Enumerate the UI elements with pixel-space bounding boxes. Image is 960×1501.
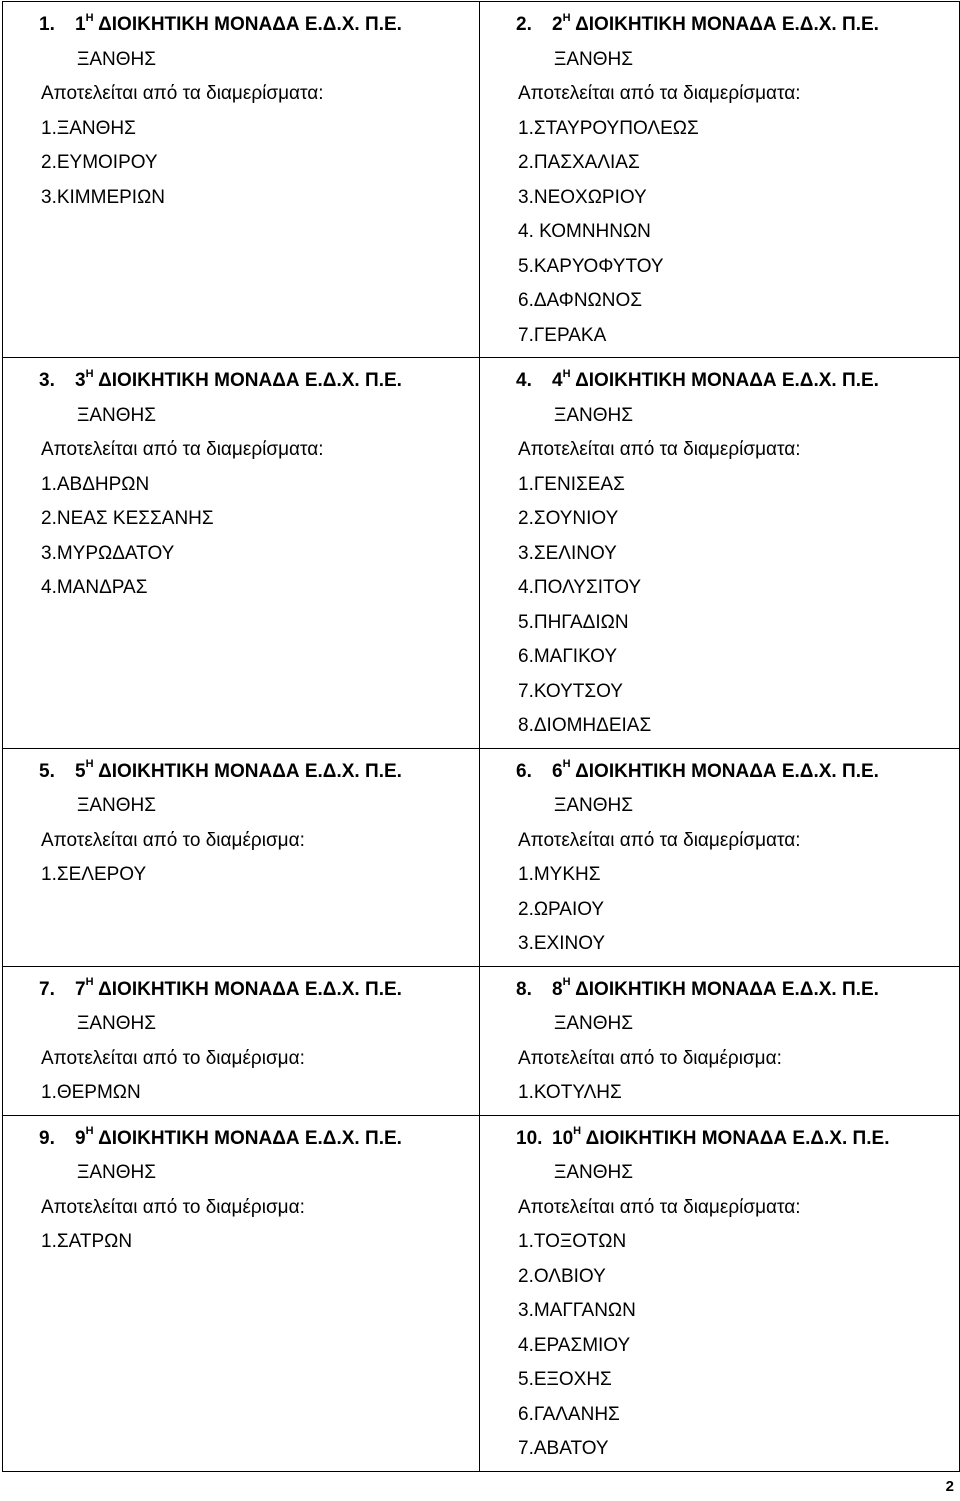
- unit-ordinal-suffix: Η: [573, 1125, 582, 1138]
- unit-intro: Αποτελείται από τα διαμερίσματα:: [518, 439, 801, 460]
- list-item: 2.ΣΟΥΝΙΟΥ: [518, 508, 619, 529]
- unit-number: 5.: [39, 760, 55, 782]
- list-item: 5.ΕΞΟΧΗΣ: [518, 1369, 612, 1390]
- unit-place: ΞΑΝΘΗΣ: [554, 404, 633, 426]
- unit-block: [480, 358, 959, 748]
- unit-ordinal-suffix: Η: [85, 976, 94, 989]
- unit-title: ΔΙΟΙΚΗΤΙΚΗ ΜΟΝΑΔΑ Ε.Δ.Χ. Π.Ε.: [575, 978, 879, 1000]
- unit-cell: [3, 358, 480, 749]
- list-item: 8.ΔΙΟΜΗΔΕΙΑΣ: [518, 715, 652, 736]
- unit-ordinal-suffix: Η: [562, 11, 571, 24]
- unit-ordinal: 3: [75, 370, 86, 391]
- unit-heading: [516, 973, 959, 1008]
- list-item: 4.ΕΡΑΣΜΙΟΥ: [518, 1334, 631, 1356]
- unit-cell: [480, 966, 960, 1115]
- unit-title: ΔΙΟΙΚΗΤΙΚΗ ΜΟΝΑΔΑ Ε.Δ.Χ. Π.Ε.: [575, 760, 879, 782]
- list-item: 3.ΜΑΓΓΑΝΩΝ: [518, 1300, 636, 1321]
- list-item: 3.ΚΙΜΜΕΡΙΩΝ: [41, 186, 166, 208]
- unit-heading: [516, 755, 959, 790]
- unit-ordinal: 1: [75, 14, 86, 35]
- unit-cell: [3, 1115, 480, 1471]
- unit-intro: Αποτελείται από τα διαμερίσματα:: [41, 83, 324, 104]
- unit-number: 7.: [39, 978, 55, 1000]
- unit-cell: [3, 2, 480, 358]
- unit-ordinal-suffix: Η: [562, 367, 571, 380]
- unit-intro: Αποτελείται από το διαμέρισμα:: [41, 1047, 305, 1069]
- list-item: 3.ΕΧΙΝΟΥ: [518, 933, 606, 954]
- unit-block: [3, 967, 479, 1115]
- unit-heading: [39, 755, 479, 790]
- table-row: [3, 966, 960, 1115]
- list-item: 5.ΚΑΡΥΟΦΥΤΟΥ: [518, 255, 664, 277]
- unit-cell: [480, 2, 960, 358]
- unit-heading: [39, 364, 479, 399]
- unit-number: 3.: [39, 370, 55, 391]
- unit-block: [3, 2, 479, 219]
- list-item: 1.ΑΒΔΗΡΩΝ: [41, 473, 150, 495]
- unit-cell: [3, 966, 480, 1115]
- unit-title: ΔΙΟΙΚΗΤΙΚΗ ΜΟΝΑΔΑ Ε.Δ.Χ. Π.Ε.: [98, 14, 402, 35]
- list-item: 3.ΣΕΛΙΝΟΥ: [518, 542, 617, 564]
- unit-ordinal-suffix: Η: [85, 11, 94, 24]
- unit-cell: [3, 748, 480, 966]
- list-item: 2.ΩΡΑΙΟΥ: [518, 898, 605, 920]
- unit-cell: [480, 748, 960, 966]
- unit-block: [3, 1116, 479, 1264]
- unit-number: 8.: [516, 978, 532, 1000]
- list-item: 1.ΚΟΤΥΛΗΣ: [518, 1082, 622, 1103]
- page-number: 2: [945, 1478, 954, 1495]
- list-item: 1.ΣΕΛΕΡΟΥ: [41, 864, 147, 885]
- unit-heading: [516, 364, 959, 399]
- unit-title: ΔΙΟΙΚΗΤΙΚΗ ΜΟΝΑΔΑ Ε.Δ.Χ. Π.Ε.: [98, 370, 402, 391]
- unit-place: ΞΑΝΘΗΣ: [77, 404, 156, 426]
- unit-intro: Αποτελείται από τα διαμερίσματα:: [518, 83, 801, 104]
- unit-block: [480, 749, 959, 966]
- list-item: 7.ΓΕΡΑΚΑ: [518, 324, 607, 346]
- unit-intro: Αποτελείται από το διαμέρισμα:: [41, 829, 305, 851]
- list-item: 1.ΣΑΤΡΩΝ: [41, 1231, 133, 1252]
- unit-place: ΞΑΝΘΗΣ: [554, 48, 633, 70]
- unit-number: 9.: [39, 1127, 55, 1149]
- unit-title: ΔΙΟΙΚΗΤΙΚΗ ΜΟΝΑΔΑ Ε.Δ.Χ. Π.Ε.: [585, 1127, 890, 1149]
- unit-place: ΞΑΝΘΗΣ: [554, 795, 633, 816]
- list-item: 7.ΑΒΑΤΟΥ: [518, 1438, 609, 1459]
- list-item: 1.ΘΕΡΜΩΝ: [41, 1082, 141, 1103]
- unit-place: ΞΑΝΘΗΣ: [77, 795, 156, 816]
- unit-block: [3, 358, 479, 610]
- unit-intro: Αποτελείται από τα διαμερίσματα:: [518, 829, 801, 851]
- unit-ordinal: 4: [552, 370, 563, 391]
- list-item: 2.ΕΥΜΟΙΡΟΥ: [41, 152, 158, 173]
- unit-title: ΔΙΟΙΚΗΤΙΚΗ ΜΟΝΑΔΑ Ε.Δ.Χ. Π.Ε.: [98, 978, 402, 1000]
- list-item: 1.ΤΟΞΟΤΩΝ: [518, 1231, 627, 1252]
- unit-number: 4.: [516, 370, 532, 391]
- unit-heading: [39, 1122, 479, 1157]
- list-item: 3.ΜΥΡΩΔΑΤΟΥ: [41, 542, 175, 564]
- unit-heading: [516, 8, 959, 43]
- unit-ordinal-suffix: Η: [562, 976, 571, 989]
- list-item: 1.ΞΑΝΘΗΣ: [41, 117, 136, 139]
- unit-ordinal-suffix: Η: [85, 367, 94, 380]
- unit-ordinal: 6: [552, 760, 563, 782]
- unit-title: ΔΙΟΙΚΗΤΙΚΗ ΜΟΝΑΔΑ Ε.Δ.Χ. Π.Ε.: [575, 14, 879, 35]
- unit-place: ΞΑΝΘΗΣ: [77, 1013, 156, 1034]
- unit-intro: Αποτελείται από τα διαμερίσματα:: [41, 439, 324, 460]
- unit-block: [3, 749, 479, 897]
- list-item: 4. ΚΟΜΝΗΝΩΝ: [518, 221, 651, 242]
- unit-number: 2.: [516, 14, 532, 35]
- unit-number: 1.: [39, 14, 55, 35]
- list-item: 2.ΝΕΑΣ ΚΕΣΣΑΝΗΣ: [41, 508, 214, 529]
- unit-ordinal: 8: [552, 978, 563, 1000]
- unit-ordinal-suffix: Η: [85, 758, 94, 771]
- unit-ordinal: 7: [75, 978, 86, 1000]
- list-item: 3.ΝΕΟΧΩΡΙΟΥ: [518, 186, 647, 208]
- unit-title: ΔΙΟΙΚΗΤΙΚΗ ΜΟΝΑΔΑ Ε.Δ.Χ. Π.Ε.: [98, 760, 402, 782]
- list-item: 2.ΟΛΒΙΟΥ: [518, 1265, 606, 1287]
- unit-ordinal: 2: [552, 14, 563, 35]
- table-row: [3, 748, 960, 966]
- unit-heading: [516, 1122, 959, 1157]
- unit-ordinal-suffix: Η: [562, 758, 571, 771]
- unit-intro: Αποτελείται από το διαμέρισμα:: [41, 1196, 305, 1218]
- unit-place: ΞΑΝΘΗΣ: [77, 48, 156, 70]
- unit-intro: Αποτελείται από το διαμέρισμα:: [518, 1047, 782, 1069]
- list-item: 7.ΚΟΥΤΣΟΥ: [518, 680, 623, 702]
- unit-ordinal-suffix: Η: [85, 1125, 94, 1138]
- list-item: 5.ΠΗΓΑΔΙΩΝ: [518, 611, 629, 633]
- unit-heading: [39, 8, 479, 43]
- list-item: 1.ΓΕΝΙΣΕΑΣ: [518, 473, 625, 495]
- unit-heading: [39, 973, 479, 1008]
- table-row: [3, 2, 960, 358]
- list-item: 2.ΠΑΣΧΑΛΙΑΣ: [518, 152, 640, 173]
- table-row: [3, 358, 960, 749]
- list-item: 4.ΜΑΝΔΡΑΣ: [41, 577, 148, 598]
- unit-block: [480, 1116, 959, 1471]
- unit-ordinal: 9: [75, 1127, 86, 1149]
- unit-place: ΞΑΝΘΗΣ: [554, 1162, 633, 1183]
- unit-number: 10.: [516, 1127, 543, 1149]
- unit-place: ΞΑΝΘΗΣ: [77, 1162, 156, 1183]
- units-table: [2, 1, 960, 1472]
- unit-ordinal: 5: [75, 760, 86, 782]
- unit-place: ΞΑΝΘΗΣ: [554, 1013, 633, 1034]
- unit-block: [480, 967, 959, 1115]
- list-item: 6.ΓΑΛΑΝΗΣ: [518, 1403, 620, 1425]
- table-row: [3, 1115, 960, 1471]
- unit-ordinal: 10: [552, 1127, 574, 1149]
- unit-intro: Αποτελείται από τα διαμερίσματα:: [518, 1196, 801, 1218]
- unit-cell: [480, 1115, 960, 1471]
- unit-cell: [480, 358, 960, 749]
- list-item: 1.ΜΥΚΗΣ: [518, 864, 601, 885]
- list-item: 6.ΔΑΦΝΩΝΟΣ: [518, 290, 642, 311]
- list-item: 4.ΠΟΛΥΣΙΤΟΥ: [518, 577, 642, 598]
- unit-title: ΔΙΟΙΚΗΤΙΚΗ ΜΟΝΑΔΑ Ε.Δ.Χ. Π.Ε.: [98, 1127, 402, 1149]
- unit-block: [480, 2, 959, 357]
- list-item: 6.ΜΑΓΙΚΟΥ: [518, 646, 618, 667]
- unit-number: 6.: [516, 760, 532, 782]
- list-item: 1.ΣΤΑΥΡΟΥΠΟΛΕΩΣ: [518, 117, 699, 139]
- unit-title: ΔΙΟΙΚΗΤΙΚΗ ΜΟΝΑΔΑ Ε.Δ.Χ. Π.Ε.: [575, 370, 879, 391]
